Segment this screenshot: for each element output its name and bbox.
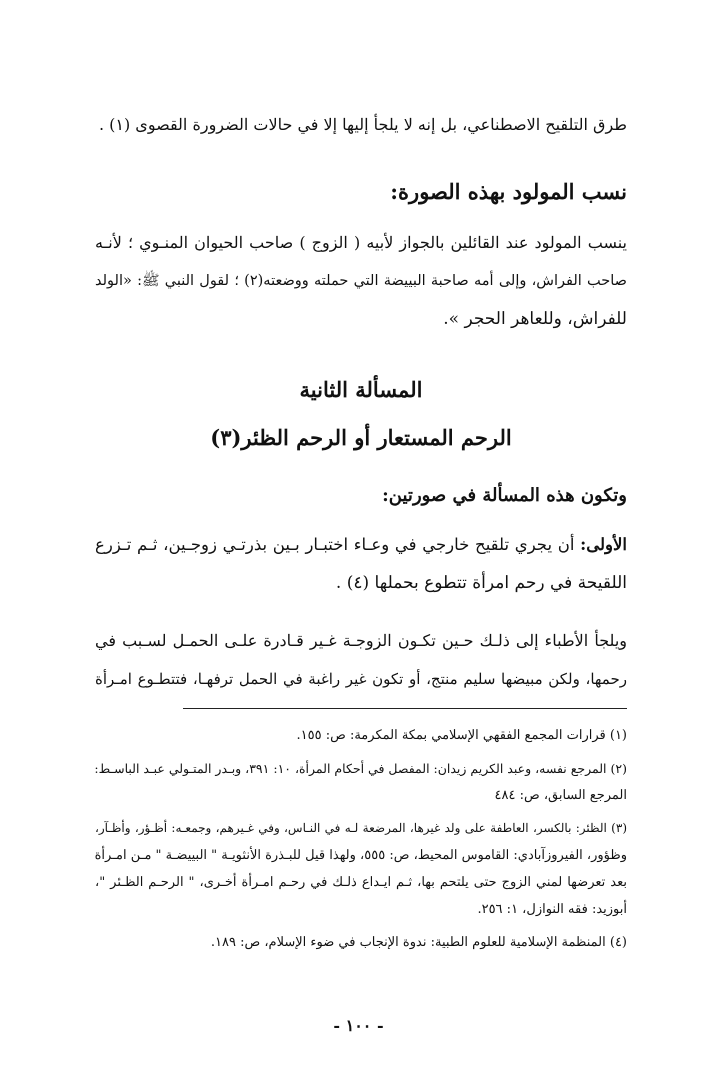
paragraph-4-line-2: رحمها، ولكن مبيضها سليم منتج، أو تكون غير راغبة في الحمل ترفهـا، فتتطـوع امـرأة (95, 670, 627, 688)
heading-second-issue: المسألة الثانية (299, 377, 423, 402)
page-number: - ١٠٠ - (333, 1016, 384, 1035)
footnote-3-line-1: (٣) الظئر: بالكسر، العاطفة على ولد غيرها، المرضعة لـه في النـاس، وفي غـيرهم، وجمعـه: أظـؤر، وأظـآر، (95, 821, 627, 835)
footnote-4: (٤) المنظمة الإسلامية للعلوم الطبية: ندوة الإنجاب في ضوء الإسلام، ص: ١٨٩. (210, 935, 627, 950)
paragraph-2-line-1: ينسب المولود عند القائلين بالجواز لأبيه ( الزوج ) صاحب الحيوان المنـوي ؛ لأنـه (95, 233, 627, 252)
paragraph-3-line-1-text: أن يجري تلقيح خارجي في وعـاء اختبـار بـين بذرتـي زوجـين، ثـم تـزرع (95, 535, 581, 554)
footnote-3-line-3: بعد تعرضها لمني الزوج حتى يلتحم بها، ثـم ايـداع ذلـك في رحـم امـرأة أخـرى، " الرحـم الظـئر "، (95, 875, 627, 890)
footnote-3-line-2: وظؤور، الفيروزآبادي: القاموس المحيط، ص: ٥٥٥، ولهذا قيل للبـذرة الأنثويـة " البييضـة " مـن امـرأة (94, 848, 627, 863)
paragraph-2-line-3: للفراش، وللعاهر الحجر ». (443, 309, 627, 329)
footnote-2-line-1: (٢) المرجع نفسه، وعبد الكريم زيدان: المفصل في أحكام المرأة، ١٠: ٣٩١، وبـدر المتـولي عبـد الباسـط: (94, 761, 627, 776)
paragraph-2 (95, 224, 627, 338)
paragraph-3-line-1 (95, 526, 627, 564)
footnotes (95, 722, 627, 956)
heading-two-forms: وتكون هذه المسألة في صورتين: (382, 485, 627, 506)
paragraph-2-line-2: صاحب الفراش، وإلى أمه صاحبة البييضة التي حملته ووضعته(٢) ؛ لقول النبي ﷺ: «الولد (95, 273, 627, 289)
paragraph-4-line-1: ويلجأ الأطباء إلى ذلـك حـين تكـون الزوجـة غـير قـادرة علـى الحمـل لسـبب في (95, 631, 627, 650)
paragraph-3 (95, 526, 627, 602)
paragraph-3-lead: الأولى: (580, 535, 627, 554)
paragraph-1 (95, 106, 627, 144)
paragraph-4 (95, 622, 627, 698)
paragraph-3-line-2: اللقيحة في رحم امرأة تتطوع بحملها (٤) . (335, 573, 627, 593)
paragraph-1-text: طرق التلقيح الاصطناعي، بل إنه لا يلجأ إليها إلا في حالات الضرورة القصوى (١) . (98, 115, 627, 134)
footnote-3-line-4: أبوزيد: فقه النوازل، ١: ٢٥٦. (477, 902, 627, 917)
heading-lineage: نسب المولود بهذه الصورة: (390, 179, 627, 204)
footnote-2-line-2: المرجع السابق، ص: ٤٨٤ (494, 788, 627, 803)
footnote-1: (١) قرارات المجمع الفقهي الإسلامي بمكة المكرمة: ص: ١٥٥. (296, 728, 627, 743)
heading-surrogate-womb: الرحم المستعار أو الرحم الظئر(٣) (210, 425, 512, 450)
footnote-separator (183, 708, 627, 709)
